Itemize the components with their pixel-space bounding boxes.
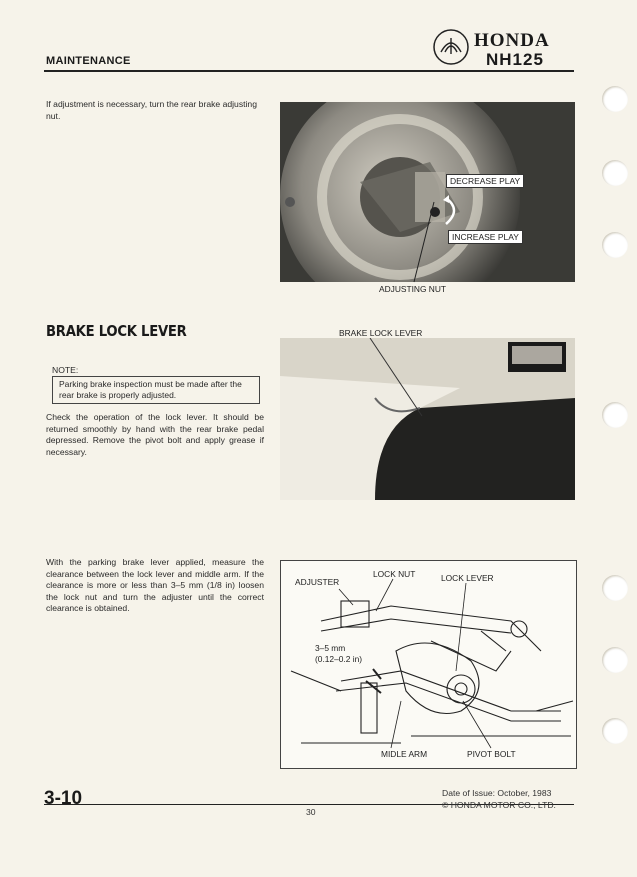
note-box xyxy=(52,376,260,404)
brand-name: HONDA xyxy=(474,30,550,51)
adjust-instruction: If adjustment is necessary, turn the rear brake adjusting nut. xyxy=(46,99,257,121)
binder-hole xyxy=(602,402,628,428)
binder-hole xyxy=(602,647,628,673)
note-title: NOTE: xyxy=(52,365,79,375)
copyright: © HONDA MOTOR CO., LTD. xyxy=(442,800,556,810)
brake-lock-lever-photo-label: BRAKE LOCK LEVER xyxy=(339,328,423,338)
lock-lever-check-text: Check the operation of the lock lever. It should be returned smoothly by hand with the rear brake pedal depressed. Remove the pivot bolt and apply grease if necessary. xyxy=(46,412,264,457)
binder-hole xyxy=(602,232,628,258)
honda-logo-icon xyxy=(432,28,470,71)
adjusting-nut-label: ADJUSTING NUT xyxy=(379,284,446,294)
brake-lock-lever-heading: BRAKE LOCK LEVER xyxy=(46,322,187,340)
section-title: MAINTENANCE xyxy=(46,55,131,67)
note-text: Parking brake inspection must be made after the rear brake is properly adjusted. xyxy=(59,379,242,400)
pivot-bolt-label: PIVOT BOLT xyxy=(467,749,516,759)
issue-date: Date of Issue: October, 1983 xyxy=(442,788,552,798)
clearance-dim-label: 3–5 mm xyxy=(315,643,346,653)
binder-hole xyxy=(602,160,628,186)
brake-lock-lever-photo xyxy=(280,338,575,500)
binder-hole xyxy=(602,86,628,112)
sheet-number: 30 xyxy=(306,807,316,817)
binder-hole xyxy=(602,575,628,601)
adjuster-label: ADJUSTER xyxy=(295,577,340,587)
lock-nut-label: LOCK NUT xyxy=(373,569,416,579)
clearance-dim-inch-label: (0.12–0.2 in) xyxy=(315,654,363,664)
header-rule xyxy=(44,70,574,72)
model-name: NH125 xyxy=(486,50,544,69)
adjusting-nut-leader xyxy=(410,198,470,288)
decrease-play-callout: DECREASE PLAY xyxy=(446,174,524,188)
increase-play-callout: INCREASE PLAY xyxy=(448,230,523,244)
middle-arm-label: MIDLE ARM xyxy=(381,749,428,759)
lock-lever-label: LOCK LEVER xyxy=(441,573,494,583)
clearance-instruction: With the parking brake lever applied, measure the clearance between the lock lever and middle arm. If the clearance is more or less than 3–5 mm (1/8 in) loosen the lock nut and turn the adjuster until the correct clearance is obtained. xyxy=(46,557,264,613)
lock-lever-diagram xyxy=(280,560,577,769)
binder-hole xyxy=(602,718,628,744)
page-number: 3-10 xyxy=(44,788,83,809)
